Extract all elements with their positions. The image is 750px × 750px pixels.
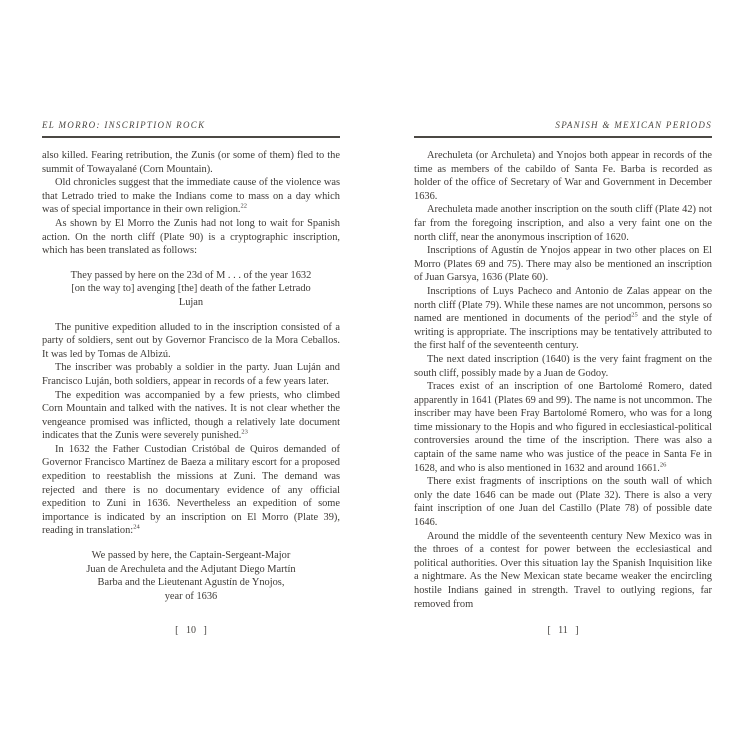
header-rule-left [42, 136, 340, 138]
inscription-quote-line: Juan de Arechuleta and the Adjutant Diego Martín [86, 563, 296, 575]
right-page [414, 120, 712, 740]
paragraph: Arechuleta made another inscription on the south cliff (Plate 42) not far from the foregoing inscription, and also a very faint one on the north cliff, near the anonymous inscription of 1620. [414, 204, 712, 243]
paragraph: The inscriber was probably a soldier in the party. Juan Luján and Francisco Luján, both soldiers, appear in records of a few years later. [42, 362, 340, 387]
footnote-reference: 25 [631, 311, 638, 319]
footnote-reference: 22 [240, 202, 248, 210]
paragraph: Old chronicles suggest that the immediate cause of the violence was that Letrado tried to make the Indians come to mass on a day which was of special importance in their own religion.$^{22}$ [42, 177, 340, 216]
page-number-left: [ 10 ] [175, 625, 207, 636]
inscription-quote [42, 269, 340, 310]
header-rule-right [414, 136, 712, 138]
page-number-right: [ 11 ] [547, 625, 579, 636]
paragraph: The punitive expedition alluded to in the inscription consisted of a party of soldiers, sent out by Governor Francisco de la Mora Ceballos. It was led by Tomas de Albizú. [42, 321, 340, 360]
paragraph: There exist fragments of inscriptions on the south wall of which only the date 1646 can be made out (Plate 32). There is also a very faint inscription of one Juan del Castillo (Plate 78) of possible date 1646. [414, 476, 712, 529]
paragraph: also killed. Fearing retribution, the Zunis (or some of them) fled to the summit of Towayalané (Corn Mountain). [42, 150, 340, 175]
footnote-reference: 23 [241, 428, 248, 436]
paragraph: In 1632 the Father Custodian Cristóbal de Quiros demanded of Governor Francisco Martínez de Baeza a military escort for a proposed expedition to reestablish the missions at Zuni. The demand was rejected and there is no documentary evidence of any official expedition to Zuni in 1636. Nevertheless an expedition of some importance is indicated by an inscription on El Morro (Plate 39), reading in translation:$^{24}$ [42, 443, 340, 537]
running-header-left: EL MORRO: INSCRIPTION ROCK [42, 120, 206, 130]
paragraph: Traces exist of an inscription of one Bartolomé Romero, dated apparently in 1641 (Plates 69 and 99). The name is not uncommon. The inscriber may have been Fray Bartolomé Romero, who was for a long time missionary to the Hopis and who figured in ecclesiastical-political controversies around the time of the inscription. There was also a captain of the same name who was justice of the peace in Santa Fe in 1628, and who is also mentioned in 1632 and around 1661.26 [414, 381, 712, 474]
paragraph: Inscriptions of Luys Pacheco and Antonio de Zalas appear on the north cliff (Plate 79). While these names are not uncommon, persons so named are mentioned in documents of the period$^{25}$ and the style of writing is appropriate. The inscriptions may be tentatively attributed to the first half of the seventeenth century. [414, 285, 712, 352]
footnote-reference: 26 [659, 461, 667, 469]
paragraph: The next dated inscription (1640) is the very faint fragment on the south cliff, possibly made by a Juan de Godoy. [414, 353, 712, 379]
left-page [42, 120, 340, 740]
paragraph: Inscriptions of Agustín de Ynojos appear in two other places on El Morro (Plates 69 and 75). There may also be mentioned an inscription of Juan Garsya, 1636 (Plate 60). [414, 245, 712, 284]
inscription-quote-line: They passed by here on the 23d of M . . . of the year 1632 [70, 269, 312, 281]
left-page-body [42, 149, 340, 603]
paragraph: Around the middle of the seventeenth century New Mexico was in the throes of a contest for power between the ecclesiastical and political authorities. Over this situation lay the Spanish Inquisition like a nightmare. As the New Mexican state became weaker the encircling hostile Indians gained in strength. Travel to outlying regions, far removed from [414, 530, 712, 610]
paragraph: The expedition was accompanied by a few priests, who climbed Corn Mountain and talked with the natives. It is not clear whether the vengeance promised was inflicted, though a relatively late document indicates that the Zunis were severely punished.$^{23}$ [42, 389, 340, 442]
inscription-quote-line: [on the way to] avenging [the] death of the father Letrado [71, 283, 311, 295]
right-page-body [414, 149, 712, 611]
paragraph: Arechuleta (or Archuleta) and Ynojos both appear in records of the time as members of the cabildo of Santa Fe. Barba is recorded as holder of the office of Secretary of War and Government in December 1636. [414, 150, 712, 202]
inscription-quote [42, 549, 340, 603]
inscription-quote-line: Barba and the Lieutenant Agustín de Ynojos, [97, 577, 285, 589]
running-header-right: SPANISH & MEXICAN PERIODS [555, 120, 712, 130]
inscription-quote-line: We passed by here, the Captain-Sergeant-Major [91, 550, 291, 562]
paragraph: As shown by El Morro the Zunis had not long to wait for Spanish action. On the north cliff (Plate 90) is a cryptographic inscription, which has been translated as follows: [42, 217, 340, 257]
footnote-reference: 24 [133, 523, 140, 531]
inscription-quote-line: Lujan [178, 296, 204, 308]
inscription-quote-line: year of 1636 [164, 590, 218, 602]
